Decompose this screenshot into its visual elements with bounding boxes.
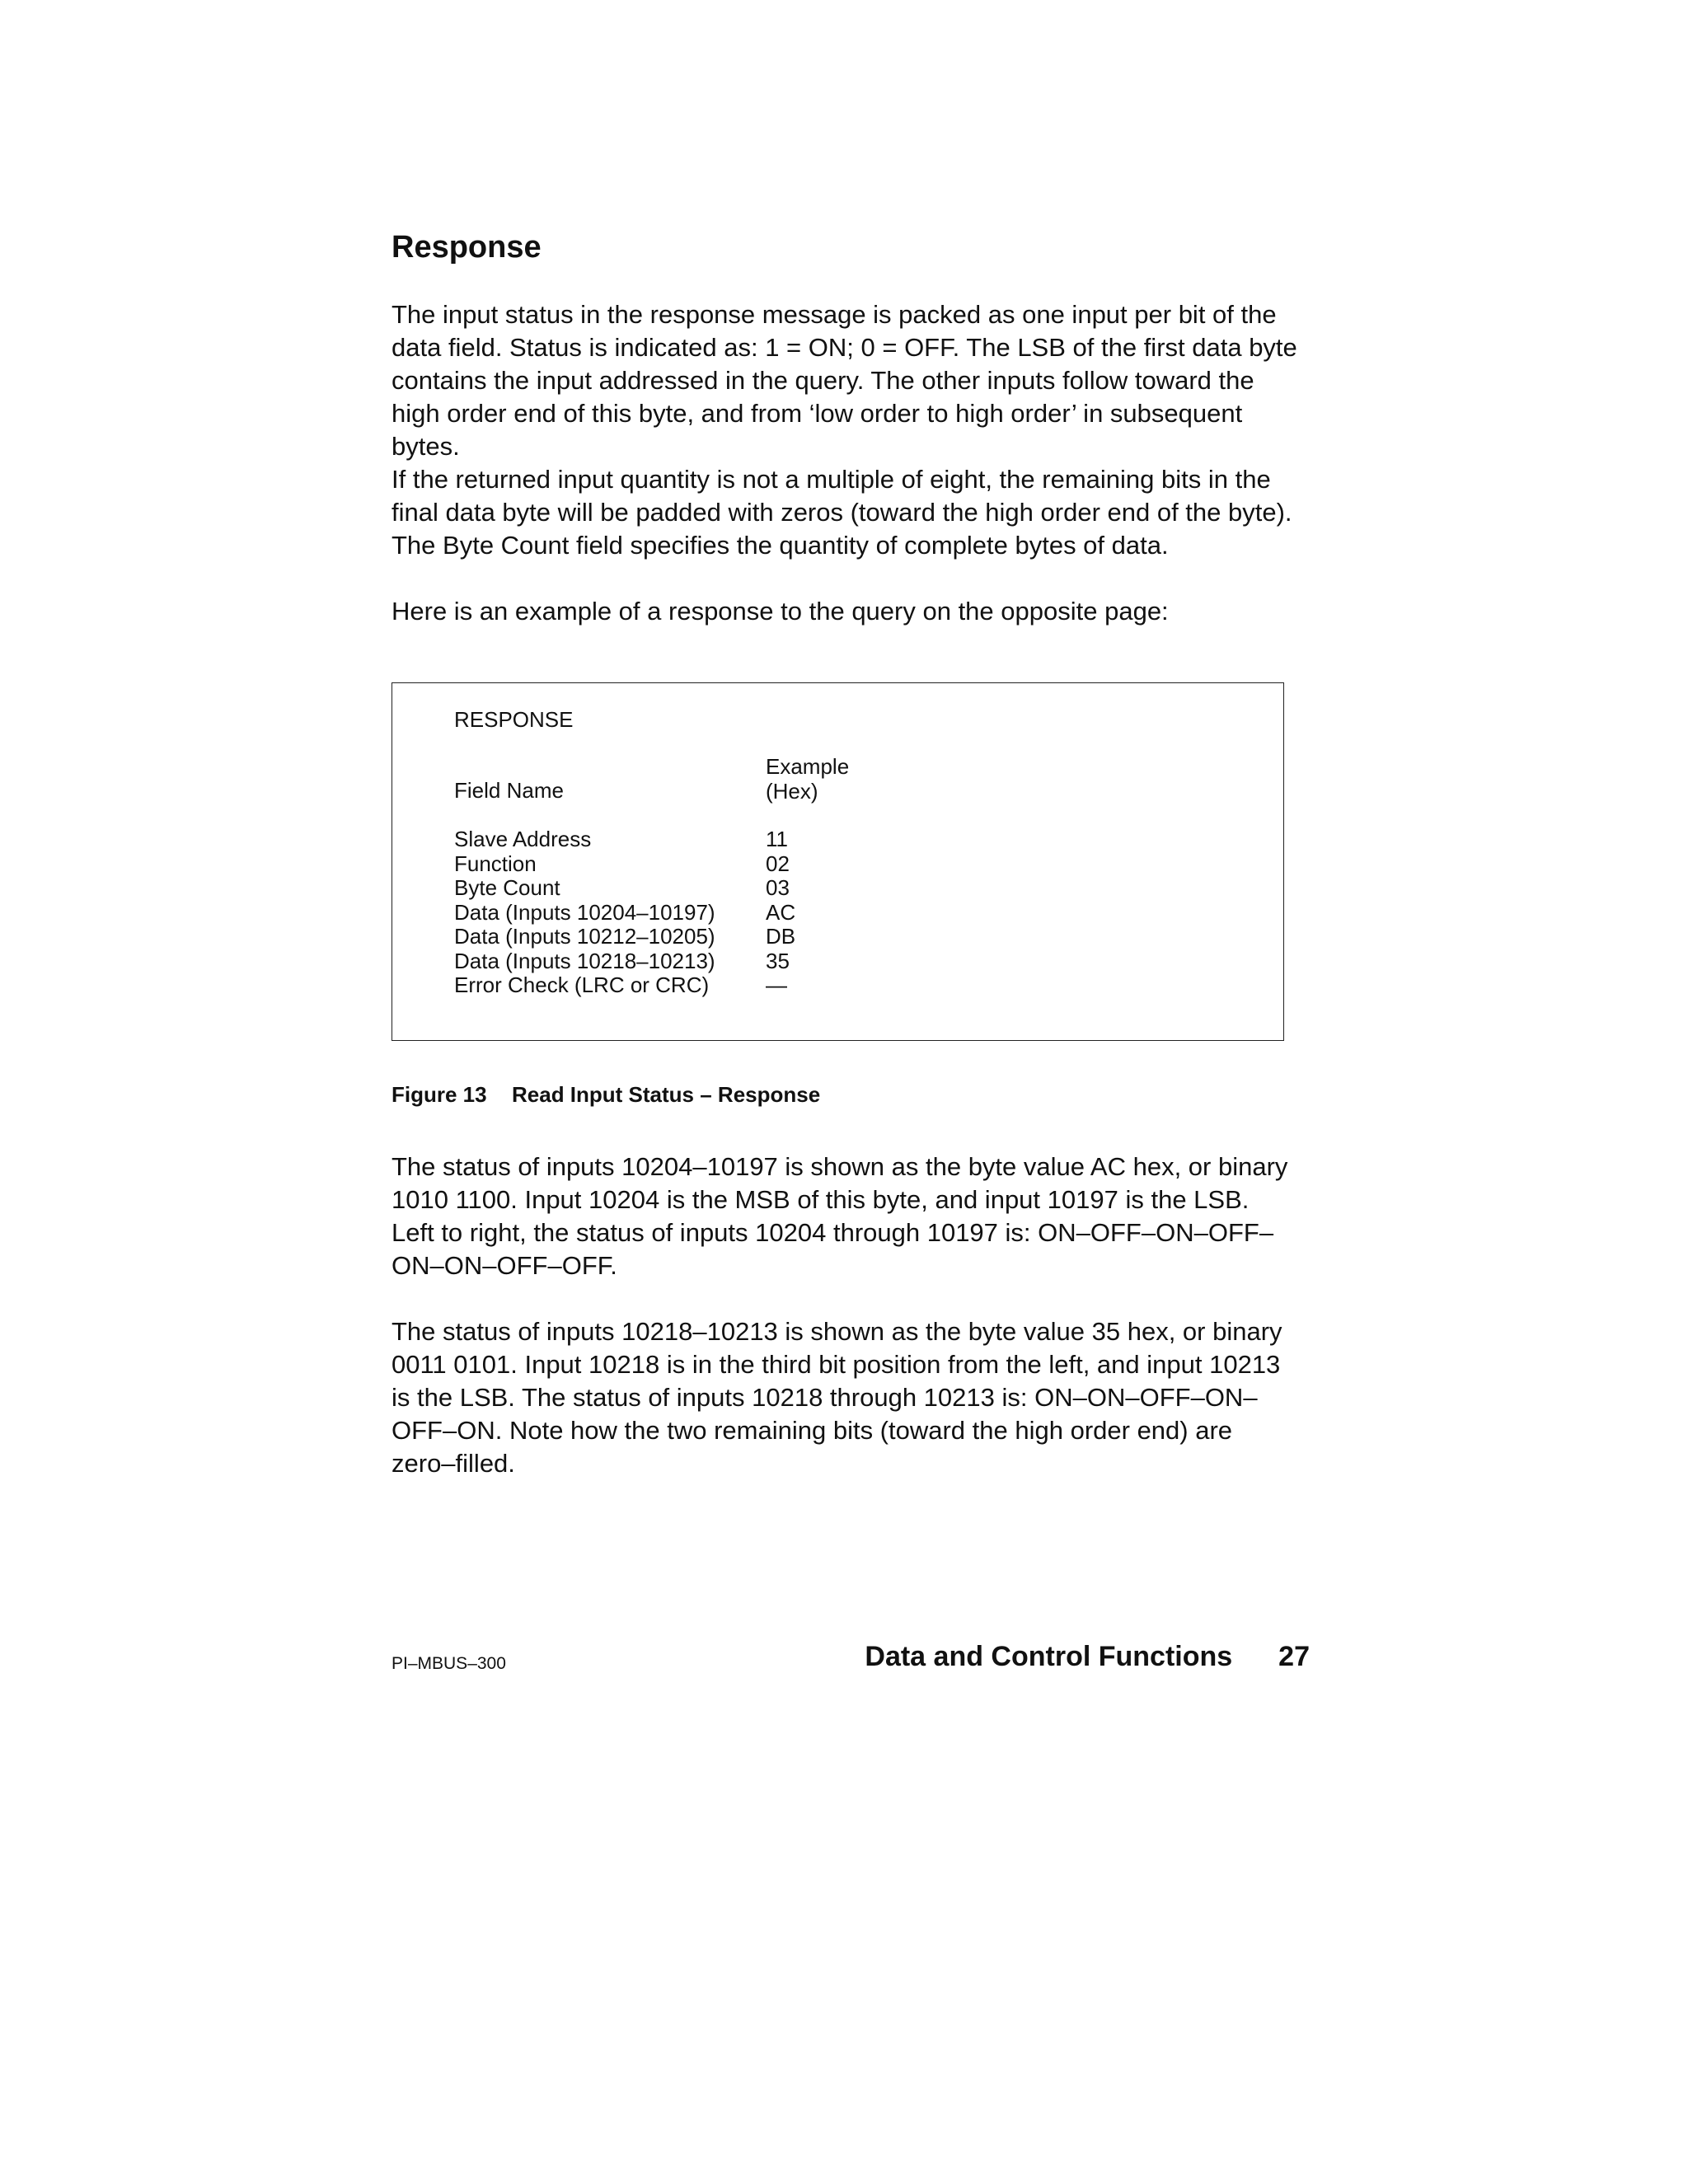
field-value: 02 bbox=[766, 851, 790, 876]
field-name: Slave Address bbox=[454, 827, 592, 851]
figure-caption bbox=[392, 1081, 820, 1108]
table-row bbox=[454, 901, 1031, 926]
paragraph-padding: If the returned input quantity is not a multiple of eight, the remaining bits in the final data byte will be padded with zeros (toward the high order end of the byte). The Byte Count field specifies the quantity of complete bytes of data. bbox=[392, 465, 1292, 560]
figure-caption-label: Figure 13 bbox=[392, 1082, 487, 1107]
table-row bbox=[454, 925, 1031, 949]
field-value: 35 bbox=[766, 948, 790, 973]
field-value: 03 bbox=[766, 875, 790, 900]
field-name: Data (Inputs 10212–10205) bbox=[454, 924, 715, 949]
field-value: AC bbox=[766, 899, 796, 925]
document-page bbox=[392, 0, 1310, 2184]
page-number: 27 bbox=[1278, 1641, 1310, 1672]
field-name: Error Check (LRC or CRC) bbox=[454, 972, 710, 997]
paragraph-inputs-10204: The status of inputs 10204–10197 is shown as the byte value AC hex, or binary 1010 1100. Input 10204 is the MSB of this byte, and input 10197 is the LSB. Left to right, the status of inputs 10204 through 10197 is: ON–OFF–ON–OFF–ON–ON–OFF–OFF. bbox=[392, 1152, 1288, 1280]
table-row bbox=[454, 876, 1031, 901]
table-row bbox=[454, 949, 1031, 974]
field-name: Data (Inputs 10204–10197) bbox=[454, 899, 715, 925]
paragraph-inputs-10218: The status of inputs 10218–10213 is shown as the byte value 35 hex, or binary 0011 0101. Input 10218 is in the third bit position from the left, and input 10213 is the LSB. The status of inputs 10218 through 10213 is: ON–ON–OFF–ON–OFF–ON. Note how the two remaining bits (toward the high order end) are zero–filled. bbox=[392, 1317, 1282, 1478]
field-name: Function bbox=[454, 851, 537, 876]
response-figure bbox=[392, 682, 1284, 1041]
field-name: Data (Inputs 10218–10213) bbox=[454, 948, 715, 973]
column-header-field-name: Field Name bbox=[454, 778, 564, 803]
field-value: — bbox=[766, 972, 787, 997]
field-value: DB bbox=[766, 924, 796, 949]
footer-section bbox=[865, 1640, 1310, 1673]
figure-caption-text: Read Input Status – Response bbox=[512, 1082, 821, 1107]
footer-document-id: PI–MBUS–300 bbox=[392, 1654, 506, 1673]
column-header-example bbox=[766, 755, 849, 804]
table-row bbox=[454, 827, 1031, 852]
paragraph-example-intro: Here is an example of a response to the query on the opposite page: bbox=[392, 597, 1169, 626]
figure-title: RESPONSE bbox=[454, 707, 574, 732]
field-table bbox=[454, 827, 1031, 998]
field-value: 11 bbox=[766, 827, 788, 851]
column-header-example-line2: (Hex) bbox=[766, 778, 818, 804]
field-name: Byte Count bbox=[454, 875, 560, 900]
footer-section-title: Data and Control Functions bbox=[865, 1641, 1233, 1672]
table-row bbox=[454, 973, 1031, 998]
paragraph-input-status: The input status in the response message is packed as one input per bit of the data field. Status is indicated as: 1 = ON; 0 = OFF. The LSB of the first data byte contains the input addressed in the query. The other inputs follow toward the high order end of this byte, and from ‘low order to high order’ in subsequent bytes. bbox=[392, 300, 1297, 461]
column-header-example-line1: Example bbox=[766, 754, 850, 779]
table-row bbox=[454, 852, 1031, 877]
section-heading: Response bbox=[392, 230, 542, 265]
